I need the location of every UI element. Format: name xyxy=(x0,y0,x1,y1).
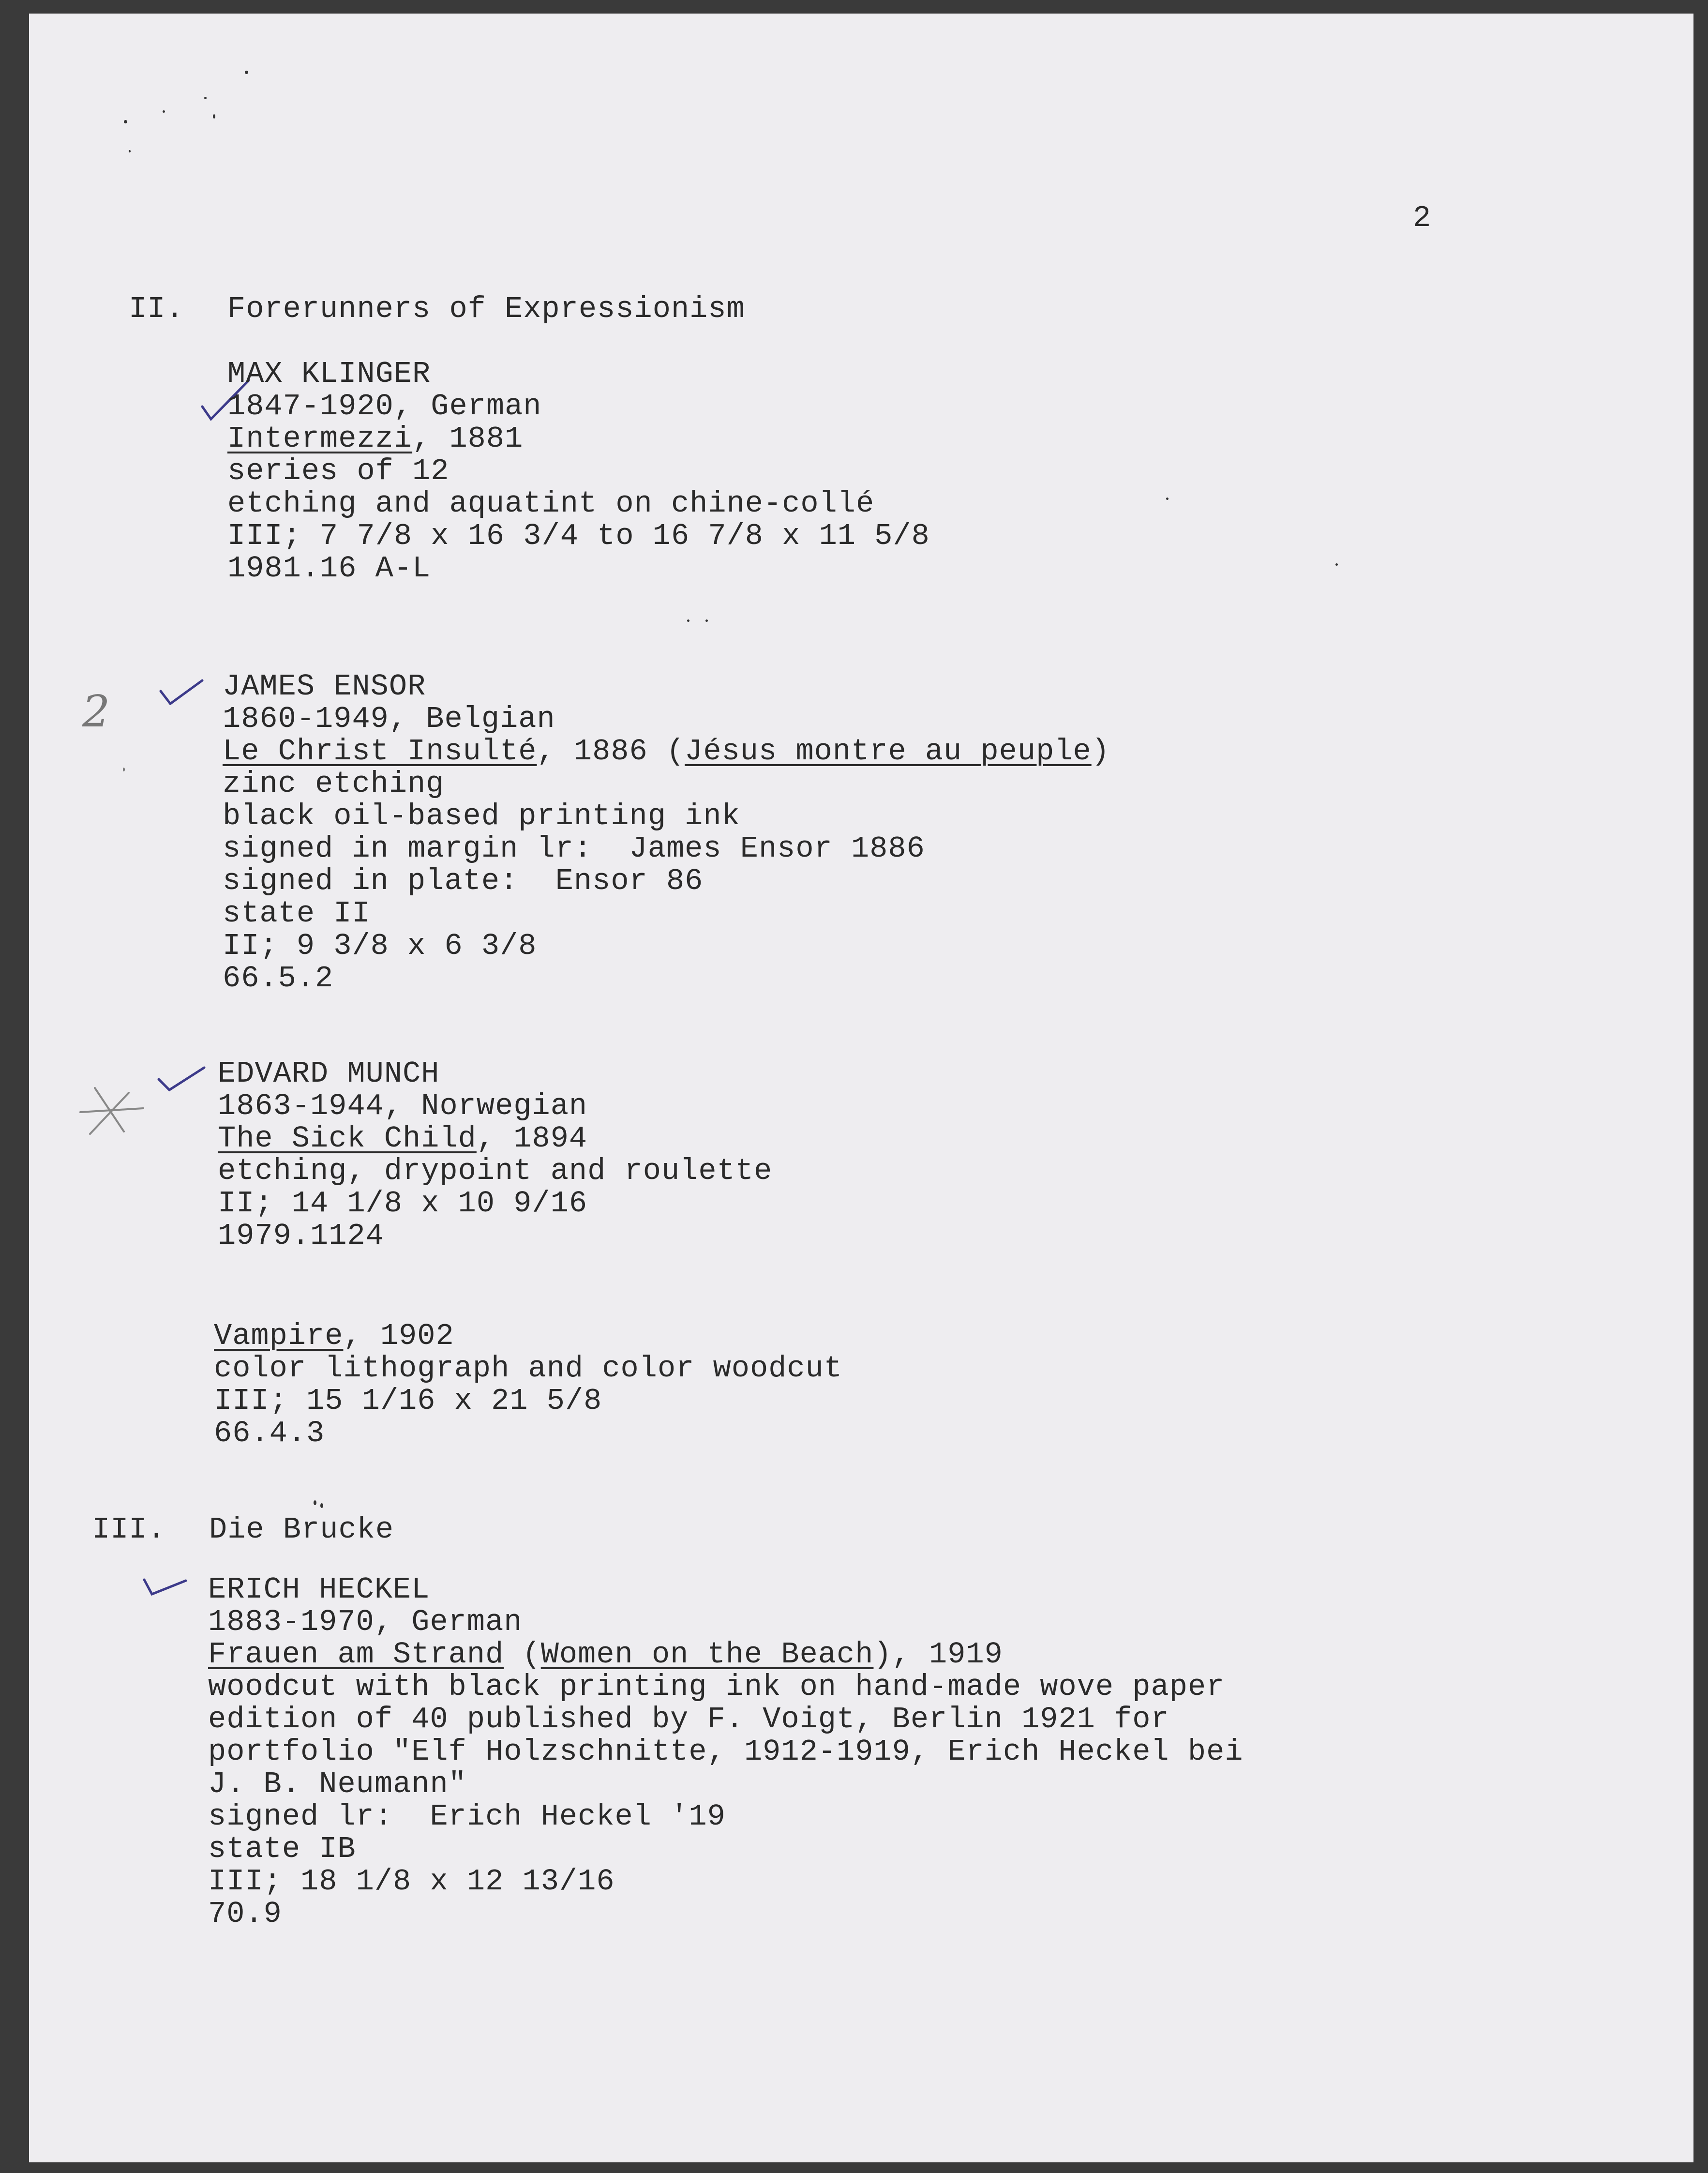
work-alt-title: Women on the Beach xyxy=(540,1637,874,1672)
work-title-line xyxy=(208,1639,1003,1671)
paper-speck xyxy=(204,97,207,99)
work-title: Le Christ Insulté xyxy=(223,734,537,769)
work-title-rest: , 1894 xyxy=(476,1121,588,1156)
work-detail: 66.5.2 xyxy=(223,961,334,996)
work-title-rest: , 1902 xyxy=(343,1319,454,1353)
work-detail: signed lr: Erich Heckel '19 xyxy=(208,1799,726,1834)
work-alt-close: ), 1919 xyxy=(873,1637,1003,1672)
work-detail: III; 7 7/8 x 16 3/4 to 16 7/8 x 11 5/8 xyxy=(227,519,930,553)
work-title: Vampire xyxy=(214,1319,344,1353)
artist-dates: 1860-1949, Belgian xyxy=(223,702,555,736)
artist-name: JAMES ENSOR xyxy=(223,669,426,704)
section-numeral: II. xyxy=(129,292,184,326)
work-title-line xyxy=(223,736,1110,768)
checkmark-icon xyxy=(158,677,206,710)
work-detail: woodcut with black printing ink on hand-made wove paper xyxy=(208,1670,1225,1704)
work-detail: edition of 40 published by F. Voigt, Berlin 1921 for xyxy=(208,1702,1169,1736)
work-title-rest: , 1881 xyxy=(412,422,524,456)
work-detail: II; 9 3/8 x 6 3/8 xyxy=(223,929,537,963)
work-title-line xyxy=(214,1320,454,1352)
document-page xyxy=(29,14,1693,2162)
artist-dates: 1863-1944, Norwegian xyxy=(218,1089,588,1123)
work-detail: zinc etching xyxy=(223,767,445,801)
work-detail: color lithograph and color woodcut xyxy=(214,1351,843,1386)
artist-dates: 1847-1920, German xyxy=(227,389,542,423)
checkmark-icon xyxy=(141,1572,190,1601)
work-detail: III; 18 1/8 x 12 13/16 xyxy=(208,1864,615,1899)
work-detail: III; 15 1/16 x 21 5/8 xyxy=(214,1384,602,1418)
paper-speck xyxy=(245,71,248,74)
paper-speck xyxy=(687,619,689,622)
margin-number: 2 xyxy=(82,686,111,737)
section-heading: Die Brucke xyxy=(209,1512,394,1547)
work-title-mid: ( xyxy=(504,1637,541,1672)
umlaut-mark xyxy=(320,1503,323,1508)
paper-speck xyxy=(123,768,125,771)
work-detail: signed in margin lr: James Ensor 1886 xyxy=(223,831,925,866)
work-detail: J. B. Neumann" xyxy=(208,1767,467,1801)
artist-name: ERICH HECKEL xyxy=(208,1572,430,1607)
work-detail: series of 12 xyxy=(227,454,449,488)
section-numeral: III. xyxy=(92,1512,166,1547)
work-detail: 1979.1124 xyxy=(218,1219,384,1253)
work-title: The Sick Child xyxy=(218,1121,477,1156)
umlaut-mark xyxy=(314,1500,316,1505)
artist-dates: 1883-1970, German xyxy=(208,1605,523,1639)
paper-speck xyxy=(1335,563,1338,566)
work-detail: 1981.16 A-L xyxy=(227,551,431,586)
work-detail: black oil-based printing ink xyxy=(223,799,740,833)
paper-speck xyxy=(213,114,215,119)
work-detail: etching, drypoint and roulette xyxy=(218,1154,773,1188)
work-detail: etching and aquatint on chine-collé xyxy=(227,486,875,521)
work-detail: II; 14 1/8 x 10 9/16 xyxy=(218,1186,588,1221)
paper-speck xyxy=(129,150,131,152)
work-title: Frauen am Strand xyxy=(208,1637,504,1672)
work-detail: state II xyxy=(223,896,371,931)
work-detail: signed in plate: Ensor 86 xyxy=(223,864,704,898)
paper-speck xyxy=(705,619,708,622)
work-detail: state IB xyxy=(208,1832,356,1866)
work-title-line xyxy=(227,423,523,455)
work-detail: 66.4.3 xyxy=(214,1416,325,1450)
work-detail: 70.9 xyxy=(208,1897,282,1931)
work-alt-title: Jésus montre au peuple xyxy=(685,734,1092,769)
work-title-rest: , 1886 ( xyxy=(537,734,685,769)
artist-name: MAX KLINGER xyxy=(227,357,431,391)
work-title-line xyxy=(218,1123,587,1155)
section-heading: Forerunners of Expressionism xyxy=(227,292,745,326)
asterisk-icon xyxy=(75,1078,148,1146)
page-number: 2 xyxy=(1413,201,1432,235)
work-title: Intermezzi xyxy=(227,422,413,456)
work-detail: portfolio "Elf Holzschnitte, 1912-1919, Erich Heckel bei xyxy=(208,1735,1244,1769)
paper-speck xyxy=(163,110,165,113)
checkmark-icon xyxy=(156,1063,209,1097)
paper-speck xyxy=(124,120,127,123)
work-alt-close: ) xyxy=(1091,734,1110,769)
paper-speck xyxy=(1166,498,1169,500)
artist-name: EDVARD MUNCH xyxy=(218,1056,440,1091)
